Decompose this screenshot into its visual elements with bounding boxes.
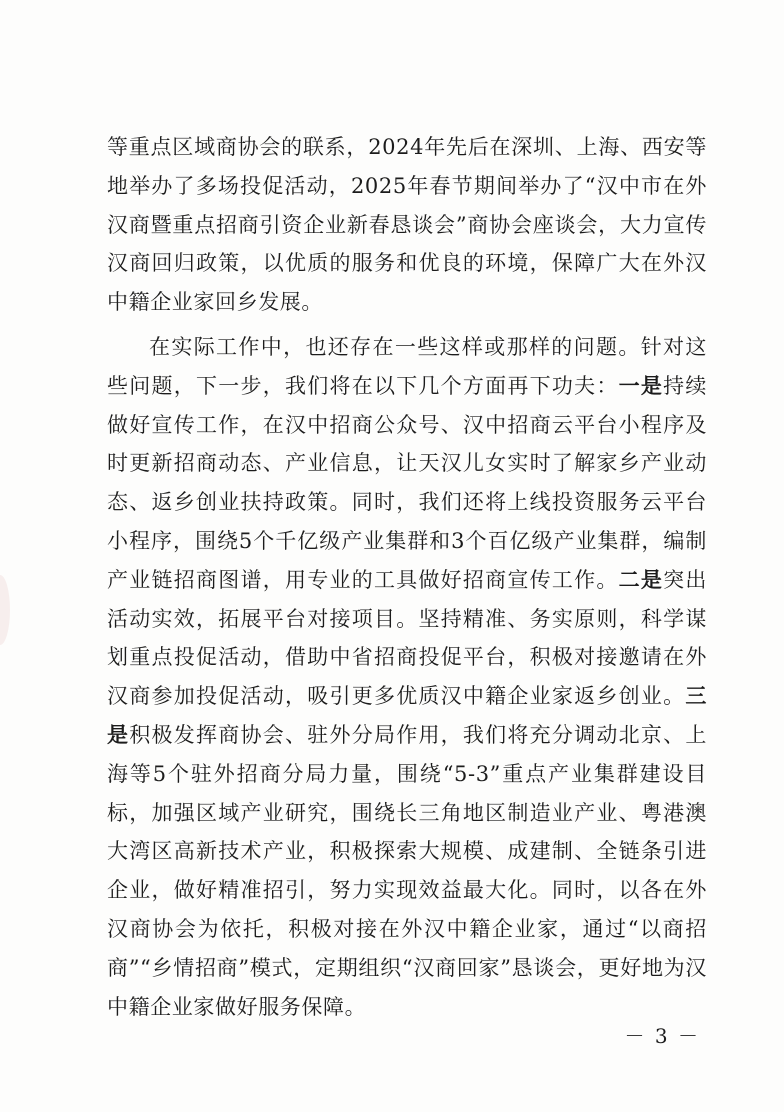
point-one-label: 一是 <box>618 373 664 398</box>
point-two-label: 二是 <box>618 567 664 592</box>
paragraph-2-text-1: 在实际工作中，也还存在一些这样或那样的问题。针对这些问题，下一步，我们将在以下几个方面再下功夫： <box>107 334 707 398</box>
paragraph-2 <box>107 328 707 1026</box>
paragraph-1 <box>107 128 707 322</box>
paragraph-2-text-3: 突出活动实效，拓展平台对接项目。坚持精准、务实原则，科学谋划重点投促活动，借助中省招商投促平台，积极对接邀请在外汉商参加投促活动，吸引更多优质汉中籍企业家返乡创业。 <box>107 567 708 709</box>
paragraph-2-text-4: 积极发挥商协会、驻外分局作用，我们将充分调动北京、上海等5个驻外招商分局力量，围绕“5-3”重点产业集群建设目标，加强区域产业研究，围绕长三角地区制造业产业、粤港澳大湾区高新技术产业，积极探索大规模、成建制、全链条引进企业，做好精准招引，努力实现效益最大化。同时，以各在外汉商协会为依托，积极对接在外汉中籍企业家，通过“以商招商”“乡情招商”模式，定期组织“汉商回家”恳谈会，更好地为汉中籍企业家做好服务保障。 <box>107 722 707 1019</box>
paragraph-2-text-2: 持续做好宣传工作，在汉中招商公众号、汉中招商云平台小程序及时更新招商动态、产业信息，让天汉儿女实时了解家乡产业动态、返乡创业扶持政策。同时，我们还将上线投资服务云平台小程序，围绕5个千亿级产业集群和3个百亿级产业集群，编制产业链招商图谱，用专业的工具做好招商宣传工作。 <box>107 373 708 592</box>
stamp-bleed-mark <box>0 575 10 645</box>
point-three-label: 三是 <box>107 684 707 747</box>
paragraph-1-text: 等重点区域商协会的联系，2024年先后在深圳、上海、西安等地举办了多场投促活动，2025年春节期间举办了“汉中市在外汉商暨重点招商引资企业新春恳谈会”商协会座谈会，大力宣传汉商回归政策，以优质的服务和优良的环境，保障广大在外汉中籍企业家回乡发展。 <box>107 135 707 315</box>
body-text <box>107 128 707 1026</box>
page-number: － 3 － <box>624 1024 700 1048</box>
